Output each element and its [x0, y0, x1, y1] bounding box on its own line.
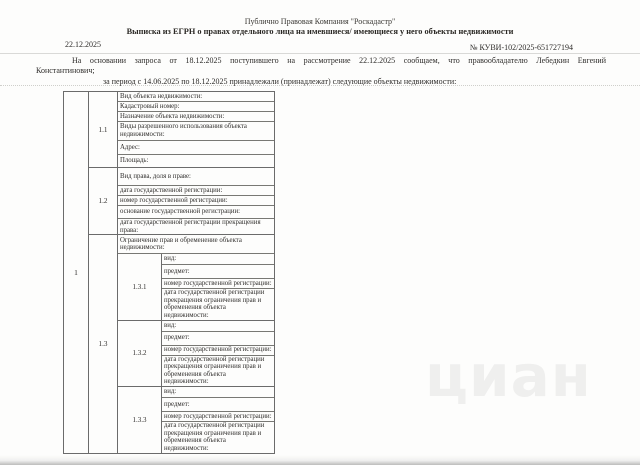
field-label: Ограничение прав и обременение объекта недвижимости: [118, 235, 274, 254]
field-label: номер государственной регистрации: [118, 196, 274, 206]
subsection-fields [162, 387, 274, 452]
field-label: Виды разрешенного использования объекта недвижимости: [118, 122, 274, 141]
period-line: за период с 14.06.2025 по 18.12.2025 принадлежали (принадлежат) следующие объекты недвижимости: [103, 77, 457, 86]
field-label: предмет: [162, 265, 274, 279]
field-label: дата государственной регистрации прекращения права: [120, 219, 261, 234]
doc-date: 22.12.2025 [65, 40, 101, 49]
subsection-number: 1.3.1 [132, 282, 147, 291]
section-1-2 [89, 168, 274, 235]
field-label: дата государственной регистрации прекращения ограничения прав и обременения объекта недвижимости: [164, 422, 265, 452]
field-label: номер государственной регистрации: [162, 346, 274, 356]
section-1-3 [89, 235, 274, 452]
field-label: Кадастровый номер: [118, 102, 274, 112]
row-number-cell [64, 92, 89, 453]
field-label: вид: [162, 321, 274, 332]
table-body [89, 92, 274, 453]
doc-number: № КУВИ-102/2025-651727194 [469, 43, 573, 52]
section-number: 1.1 [98, 125, 108, 134]
section-number: 1.3 [98, 339, 108, 348]
section-number: 1.2 [98, 197, 108, 206]
intro-paragraph: На основании запроса от 18.12.2025 поступившего на рассмотрение 22.12.2025 сообщаем, что правообладателю Лебедкин Евгений Константинович; [36, 56, 606, 76]
section-number-cell [89, 235, 118, 452]
subsection-number-cell [118, 321, 162, 386]
header-rule [0, 53, 640, 54]
subsection-number-cell [118, 254, 162, 319]
cian-watermark: циан [425, 342, 592, 410]
subsection-number: 1.3.2 [132, 349, 147, 358]
doc-title: Выписка из ЕГРН о правах отдельного лица на имевшиеся/ имеющиеся у него объекты недвижимости [126, 27, 514, 36]
subsection-number: 1.3.3 [132, 415, 147, 424]
section-number-cell [89, 168, 118, 234]
field-label: Вид объекта недвижимости: [118, 92, 274, 102]
field-label: Назначение объекта недвижимости: [118, 112, 274, 122]
field-label: предмет: [162, 398, 274, 412]
subsection-fields [162, 254, 274, 319]
section-fields [118, 92, 274, 167]
section-fields [118, 235, 274, 452]
field-label: дата государственной регистрации прекращения ограничения прав и обременения объекта недвижимости: [164, 289, 265, 320]
scan-edge-shadow [0, 455, 640, 465]
field-label: вид: [162, 387, 274, 398]
field-label: номер государственной регистрации: [162, 412, 274, 422]
subsection-number-cell [118, 387, 162, 452]
row-number: 1 [74, 267, 78, 277]
subsection-fields [162, 321, 274, 386]
field-label: Вид права, доля в праве: [118, 168, 274, 186]
field-label: Площадь: [120, 157, 149, 165]
field-label: дата государственной регистрации прекращения ограничения прав и обременения объекта недвижимости: [164, 355, 265, 386]
org-name: Публично Правовая Компания "Роскадастр" [244, 17, 396, 26]
field-label: дата государственной регистрации: [118, 186, 274, 196]
field-label: номер государственной регистрации: [162, 279, 274, 289]
subsection-1-3-2 [118, 321, 274, 387]
section-number-cell [89, 92, 118, 167]
dotted-fold-line [0, 85, 640, 86]
field-label: предмет: [162, 332, 274, 346]
subsection-1-3-1 [118, 254, 274, 320]
egrn-table [63, 91, 275, 454]
subsection-1-3-3 [118, 387, 274, 452]
section-fields [118, 168, 274, 234]
field-label: основание государственной регистрации: [118, 206, 274, 219]
field-label: вид: [162, 254, 274, 265]
section-1-1 [89, 92, 274, 168]
field-label: Адрес: [118, 141, 274, 155]
